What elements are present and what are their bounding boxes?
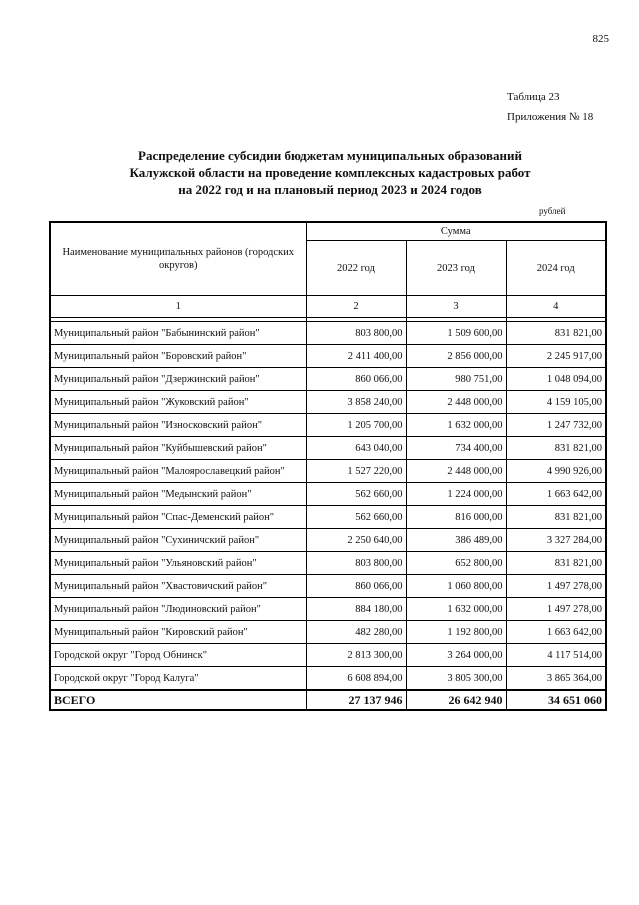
amount-2024: 1 048 094,00 bbox=[506, 368, 606, 391]
amount-2023: 652 800,00 bbox=[406, 552, 506, 575]
table-row bbox=[50, 621, 606, 644]
municipality-name: Муниципальный район "Боровский район" bbox=[50, 345, 306, 368]
amount-2024: 1 497 278,00 bbox=[506, 598, 606, 621]
amount-2022: 884 180,00 bbox=[306, 598, 406, 621]
amount-2024: 1 497 278,00 bbox=[506, 575, 606, 598]
amount-2024: 831 821,00 bbox=[506, 506, 606, 529]
amount-2024: 2 245 917,00 bbox=[506, 345, 606, 368]
amount-2024: 1 663 642,00 bbox=[506, 483, 606, 506]
amount-2022: 2 250 640,00 bbox=[306, 529, 406, 552]
header-municipality-name: Наименование муниципальных районов (городских округов) bbox=[50, 222, 306, 296]
amount-2023: 3 264 000,00 bbox=[406, 644, 506, 667]
amount-2024: 831 821,00 bbox=[506, 322, 606, 345]
table-row bbox=[50, 460, 606, 483]
municipality-name: Муниципальный район "Малоярославецкий район" bbox=[50, 460, 306, 483]
column-number-1: 1 bbox=[50, 296, 306, 318]
table-row bbox=[50, 552, 606, 575]
municipality-name: Муниципальный район "Спас-Деменский район" bbox=[50, 506, 306, 529]
amount-2024: 1 663 642,00 bbox=[506, 621, 606, 644]
table-row bbox=[50, 322, 606, 345]
table-row bbox=[50, 506, 606, 529]
table-row bbox=[50, 529, 606, 552]
amount-2023: 2 448 000,00 bbox=[406, 391, 506, 414]
table-row bbox=[50, 345, 606, 368]
municipality-name: Муниципальный район "Людиновский район" bbox=[50, 598, 306, 621]
total-row bbox=[50, 690, 606, 710]
amount-2024: 3 865 364,00 bbox=[506, 667, 606, 691]
amount-2022: 643 040,00 bbox=[306, 437, 406, 460]
title-line-3: на 2022 год и на плановый период 2023 и 2024 годов bbox=[178, 182, 482, 197]
amount-2022: 2 411 400,00 bbox=[306, 345, 406, 368]
municipality-name: Муниципальный район "Кировский район" bbox=[50, 621, 306, 644]
amount-2023: 1 060 800,00 bbox=[406, 575, 506, 598]
amount-2023: 2 856 000,00 bbox=[406, 345, 506, 368]
amount-2023: 1 632 000,00 bbox=[406, 598, 506, 621]
amount-2024: 831 821,00 bbox=[506, 437, 606, 460]
amount-2022: 2 813 300,00 bbox=[306, 644, 406, 667]
amount-2024: 3 327 284,00 bbox=[506, 529, 606, 552]
amount-2024: 1 247 732,00 bbox=[506, 414, 606, 437]
municipality-name: Муниципальный район "Куйбышевский район" bbox=[50, 437, 306, 460]
table-row bbox=[50, 598, 606, 621]
amount-2023: 816 000,00 bbox=[406, 506, 506, 529]
amount-2022: 6 608 894,00 bbox=[306, 667, 406, 691]
amount-2022: 562 660,00 bbox=[306, 506, 406, 529]
total-2024: 34 651 060 bbox=[506, 690, 606, 710]
amount-2024: 4 159 105,00 bbox=[506, 391, 606, 414]
table-row bbox=[50, 483, 606, 506]
header-year-2022: 2022 год bbox=[306, 241, 406, 296]
amount-2023: 734 400,00 bbox=[406, 437, 506, 460]
municipality-name: Муниципальный район "Хвастовичский район" bbox=[50, 575, 306, 598]
column-number-2: 2 bbox=[306, 296, 406, 318]
header-year-2023: 2023 год bbox=[406, 241, 506, 296]
amount-2023: 1 509 600,00 bbox=[406, 322, 506, 345]
header-year-2024: 2024 год bbox=[506, 241, 606, 296]
total-2022: 27 137 946 bbox=[306, 690, 406, 710]
amount-2022: 803 800,00 bbox=[306, 322, 406, 345]
amount-2022: 1 527 220,00 bbox=[306, 460, 406, 483]
amount-2024: 831 821,00 bbox=[506, 552, 606, 575]
table-row bbox=[50, 667, 606, 691]
subsidy-distribution-table bbox=[49, 221, 607, 711]
amount-2022: 482 280,00 bbox=[306, 621, 406, 644]
table-row bbox=[50, 575, 606, 598]
appendix-reference: Приложения № 18 bbox=[507, 111, 594, 123]
table-row bbox=[50, 368, 606, 391]
document-title bbox=[40, 147, 620, 198]
amount-2023: 1 632 000,00 bbox=[406, 414, 506, 437]
total-label: ВСЕГО bbox=[50, 690, 306, 710]
municipality-name: Муниципальный район "Сухиничский район" bbox=[50, 529, 306, 552]
municipality-name: Муниципальный район "Медынский район" bbox=[50, 483, 306, 506]
table-body bbox=[50, 322, 606, 691]
column-number-4: 4 bbox=[506, 296, 606, 318]
amount-2022: 3 858 240,00 bbox=[306, 391, 406, 414]
amount-2023: 2 448 000,00 bbox=[406, 460, 506, 483]
amount-2022: 562 660,00 bbox=[306, 483, 406, 506]
title-line-1: Распределение субсидии бюджетам муниципальных образований bbox=[138, 148, 522, 163]
table-row bbox=[50, 644, 606, 667]
amount-2022: 860 066,00 bbox=[306, 368, 406, 391]
table-row bbox=[50, 414, 606, 437]
municipality-name: Городской округ "Город Обнинск" bbox=[50, 644, 306, 667]
table-row bbox=[50, 391, 606, 414]
municipality-name: Муниципальный район "Бабынинский район" bbox=[50, 322, 306, 345]
title-line-2: Калужской области на проведение комплексных кадастровых работ bbox=[129, 165, 531, 180]
municipality-name: Муниципальный район "Дзержинский район" bbox=[50, 368, 306, 391]
page-number: 825 bbox=[592, 33, 609, 45]
amount-2022: 1 205 700,00 bbox=[306, 414, 406, 437]
column-number-3: 3 bbox=[406, 296, 506, 318]
amount-2022: 803 800,00 bbox=[306, 552, 406, 575]
currency-unit: рублей bbox=[539, 206, 566, 216]
table-row bbox=[50, 437, 606, 460]
amount-2023: 386 489,00 bbox=[406, 529, 506, 552]
amount-2024: 4 117 514,00 bbox=[506, 644, 606, 667]
municipality-name: Городской округ "Город Калуга" bbox=[50, 667, 306, 691]
municipality-name: Муниципальный район "Износковский район" bbox=[50, 414, 306, 437]
amount-2024: 4 990 926,00 bbox=[506, 460, 606, 483]
amount-2023: 980 751,00 bbox=[406, 368, 506, 391]
amount-2023: 1 192 800,00 bbox=[406, 621, 506, 644]
total-2023: 26 642 940 bbox=[406, 690, 506, 710]
amount-2022: 860 066,00 bbox=[306, 575, 406, 598]
municipality-name: Муниципальный район "Ульяновский район" bbox=[50, 552, 306, 575]
amount-2023: 1 224 000,00 bbox=[406, 483, 506, 506]
municipality-name: Муниципальный район "Жуковский район" bbox=[50, 391, 306, 414]
amount-2023: 3 805 300,00 bbox=[406, 667, 506, 691]
header-sum: Сумма bbox=[306, 222, 606, 241]
table-reference: Таблица 23 bbox=[507, 91, 560, 103]
